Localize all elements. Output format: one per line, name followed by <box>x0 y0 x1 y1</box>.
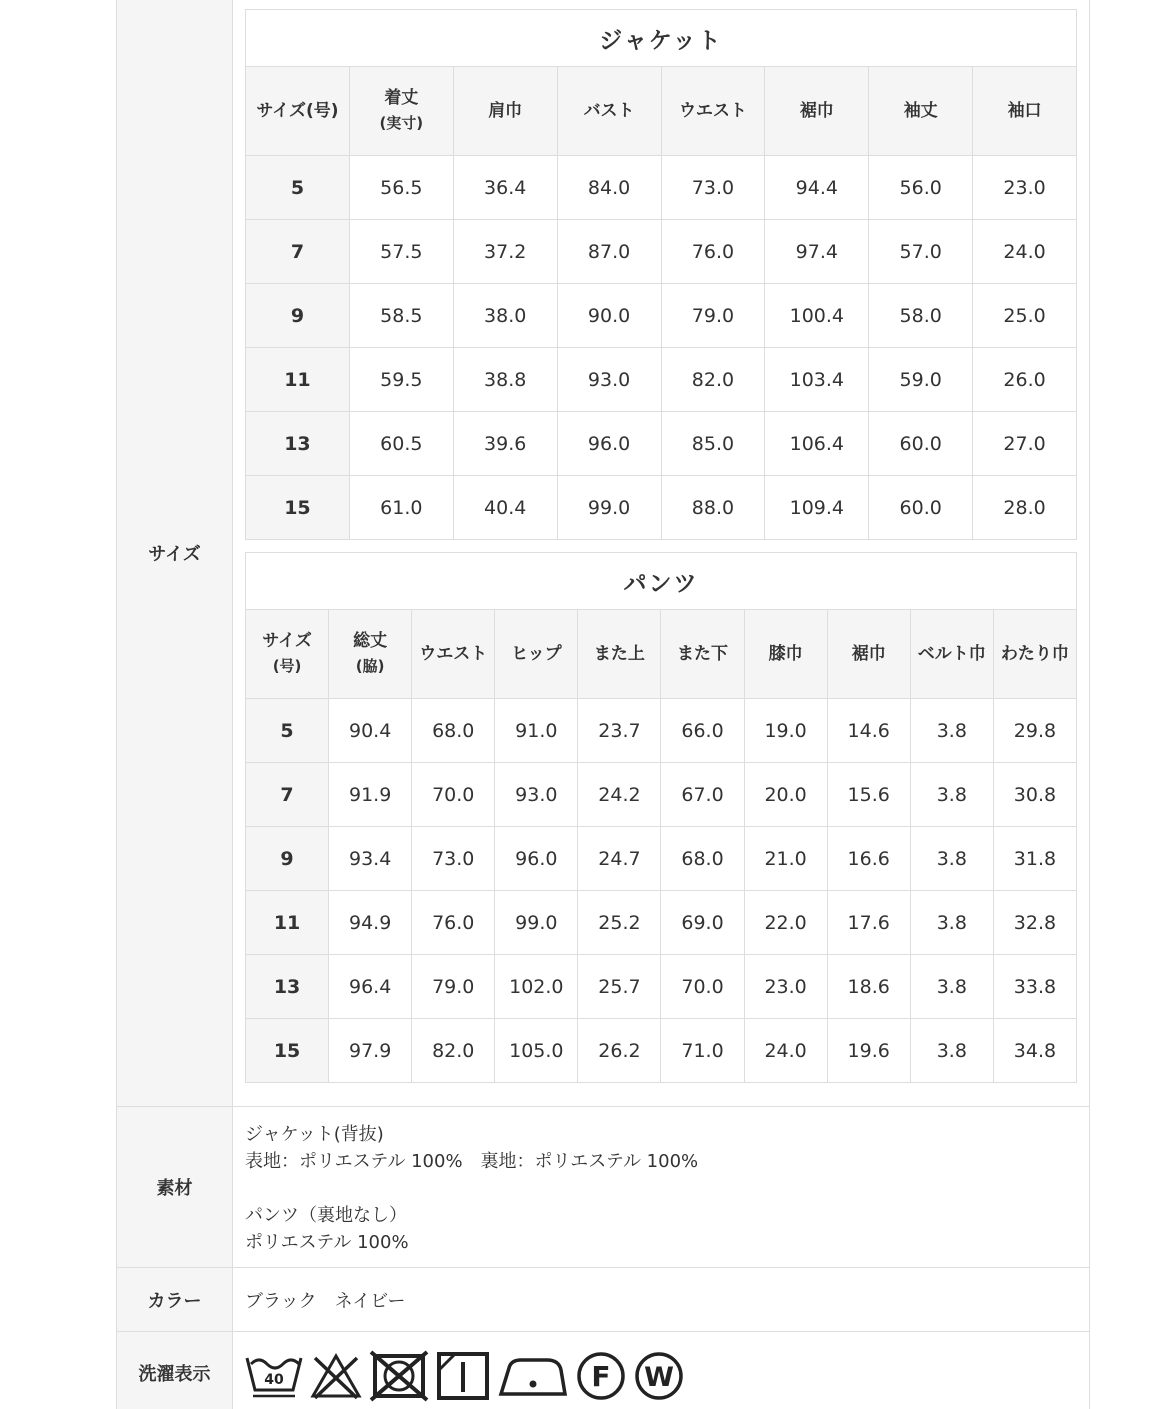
jacket-body <box>246 156 1077 540</box>
no-bleach-icon <box>309 1350 363 1402</box>
pants-value-cell: 93.4 <box>329 827 412 891</box>
pants-header-text: ウエスト <box>419 643 488 664</box>
jacket-value-cell: 59.5 <box>349 348 453 412</box>
jacket-value-cell: 93.0 <box>557 348 661 412</box>
no-tumble-dry-icon <box>369 1350 429 1402</box>
care-label: 洗濯表示 <box>117 1332 233 1409</box>
jacket-header-cell <box>557 67 661 156</box>
pants-header-text: また上 <box>593 643 645 664</box>
jacket-size-table <box>245 9 1077 540</box>
pants-header-text: サイズ <box>262 631 312 651</box>
jacket-header-cell <box>869 67 973 156</box>
size-row <box>117 0 1089 1107</box>
table-row <box>246 827 1077 891</box>
pants-value-cell: 31.8 <box>993 827 1076 891</box>
jacket-value-cell: 27.0 <box>973 412 1077 476</box>
pants-value-cell: 15.6 <box>827 763 910 827</box>
jacket-value-cell: 82.0 <box>661 348 765 412</box>
pants-header-text: わたり巾 <box>1000 643 1069 664</box>
pants-header-cell <box>993 610 1076 699</box>
color-row <box>117 1268 1089 1332</box>
pants-value-cell: 14.6 <box>827 699 910 763</box>
pants-value-cell: 34.8 <box>993 1019 1076 1083</box>
table-row <box>246 220 1077 284</box>
jacket-value-cell: 28.0 <box>973 476 1077 540</box>
jacket-value-cell: 25.0 <box>973 284 1077 348</box>
jacket-value-cell: 60.5 <box>349 412 453 476</box>
jacket-value-cell: 103.4 <box>765 348 869 412</box>
pants-value-cell: 82.0 <box>412 1019 495 1083</box>
jacket-size-cell: 13 <box>246 412 350 476</box>
size-content <box>233 0 1089 1106</box>
jacket-size-cell: 15 <box>246 476 350 540</box>
pants-value-cell: 24.2 <box>578 763 661 827</box>
jacket-header-text: 着丈 <box>384 88 419 108</box>
pants-value-cell: 22.0 <box>744 891 827 955</box>
pants-size-cell: 5 <box>246 699 329 763</box>
jacket-value-cell: 88.0 <box>661 476 765 540</box>
jacket-size-cell: 9 <box>246 284 350 348</box>
pants-value-cell: 3.8 <box>910 699 993 763</box>
line-dry-shade-icon <box>435 1350 491 1402</box>
table-row <box>246 156 1077 220</box>
pants-value-cell: 30.8 <box>993 763 1076 827</box>
jacket-value-cell: 39.6 <box>453 412 557 476</box>
pants-value-cell: 94.9 <box>329 891 412 955</box>
jacket-value-cell: 73.0 <box>661 156 765 220</box>
pants-header-cell <box>495 610 578 699</box>
pants-size-cell: 7 <box>246 763 329 827</box>
pants-value-cell: 3.8 <box>910 1019 993 1083</box>
pants-body <box>246 699 1077 1083</box>
jacket-value-cell: 84.0 <box>557 156 661 220</box>
pants-value-cell: 105.0 <box>495 1019 578 1083</box>
jacket-header-text: 肩巾 <box>488 100 523 121</box>
pants-value-cell: 93.0 <box>495 763 578 827</box>
material-jacket-title: ジャケット(背抜) <box>245 1124 384 1145</box>
pants-value-cell: 21.0 <box>744 827 827 891</box>
table-row <box>246 412 1077 476</box>
pants-caption: パンツ <box>246 553 1077 610</box>
pants-value-cell: 96.0 <box>495 827 578 891</box>
pants-value-cell: 32.8 <box>993 891 1076 955</box>
jacket-value-cell: 57.5 <box>349 220 453 284</box>
pants-header-cell <box>329 610 412 699</box>
pants-value-cell: 69.0 <box>661 891 744 955</box>
pants-size-cell: 11 <box>246 891 329 955</box>
pants-size-cell: 9 <box>246 827 329 891</box>
table-row <box>246 476 1077 540</box>
pants-header-text: 総丈 <box>353 631 388 651</box>
pants-header-text: (号) <box>272 657 302 675</box>
pants-value-cell: 24.0 <box>744 1019 827 1083</box>
material-label: 素材 <box>117 1107 233 1267</box>
pants-value-cell: 17.6 <box>827 891 910 955</box>
pants-value-cell: 26.2 <box>578 1019 661 1083</box>
pants-value-cell: 91.0 <box>495 699 578 763</box>
pants-value-cell: 67.0 <box>661 763 744 827</box>
jacket-header-text: ウエスト <box>678 100 747 121</box>
pants-value-cell: 3.8 <box>910 891 993 955</box>
jacket-header-text: 袖丈 <box>903 100 938 121</box>
jacket-value-cell: 24.0 <box>973 220 1077 284</box>
jacket-header-cell <box>349 67 453 156</box>
jacket-value-cell: 85.0 <box>661 412 765 476</box>
jacket-value-cell: 59.0 <box>869 348 973 412</box>
jacket-value-cell: 38.0 <box>453 284 557 348</box>
care-row <box>117 1332 1089 1409</box>
pants-header-row <box>246 610 1077 699</box>
jacket-header-cell <box>246 67 350 156</box>
material-pants-detail: ポリエステル 100% <box>245 1232 409 1253</box>
pants-header-cell <box>827 610 910 699</box>
jacket-value-cell: 60.0 <box>869 412 973 476</box>
wash-40-gentle-icon <box>245 1350 303 1402</box>
pants-header-text: ベルト巾 <box>917 643 986 664</box>
wet-clean-w-icon <box>633 1350 685 1402</box>
jacket-header-text: 裾巾 <box>799 100 834 121</box>
jacket-value-cell: 109.4 <box>765 476 869 540</box>
pants-size-cell: 15 <box>246 1019 329 1083</box>
jacket-value-cell: 36.4 <box>453 156 557 220</box>
pants-header-cell <box>910 610 993 699</box>
jacket-header-cell <box>973 67 1077 156</box>
jacket-value-cell: 56.0 <box>869 156 973 220</box>
wet-clean-letter: W <box>644 1362 674 1393</box>
jacket-value-cell: 58.0 <box>869 284 973 348</box>
jacket-value-cell: 94.4 <box>765 156 869 220</box>
jacket-value-cell: 79.0 <box>661 284 765 348</box>
pants-value-cell: 25.2 <box>578 891 661 955</box>
pants-value-cell: 97.9 <box>329 1019 412 1083</box>
care-icons <box>245 1332 1077 1406</box>
jacket-value-cell: 37.2 <box>453 220 557 284</box>
color-label: カラー <box>117 1268 233 1331</box>
pants-value-cell: 23.0 <box>744 955 827 1019</box>
pants-header-cell <box>744 610 827 699</box>
color-content <box>233 1268 1089 1331</box>
pants-value-cell: 33.8 <box>993 955 1076 1019</box>
jacket-value-cell: 99.0 <box>557 476 661 540</box>
pants-value-cell: 3.8 <box>910 763 993 827</box>
pants-value-cell: 24.7 <box>578 827 661 891</box>
size-label: サイズ <box>117 0 233 1106</box>
pants-value-cell: 99.0 <box>495 891 578 955</box>
table-row <box>246 1019 1077 1083</box>
jacket-header-text: (実寸) <box>379 114 424 132</box>
jacket-value-cell: 23.0 <box>973 156 1077 220</box>
pants-value-cell: 3.8 <box>910 827 993 891</box>
jacket-value-cell: 87.0 <box>557 220 661 284</box>
pants-size-cell: 13 <box>246 955 329 1019</box>
product-spec-table <box>116 0 1090 1409</box>
jacket-value-cell: 26.0 <box>973 348 1077 412</box>
pants-value-cell: 29.8 <box>993 699 1076 763</box>
pants-header-text: ヒップ <box>511 643 562 664</box>
pants-value-cell: 96.4 <box>329 955 412 1019</box>
jacket-caption: ジャケット <box>246 10 1077 67</box>
pants-header-cell <box>412 610 495 699</box>
table-row <box>246 955 1077 1019</box>
jacket-value-cell: 97.4 <box>765 220 869 284</box>
pants-value-cell: 70.0 <box>661 955 744 1019</box>
pants-value-cell: 79.0 <box>412 955 495 1019</box>
pants-value-cell: 68.0 <box>661 827 744 891</box>
table-row <box>246 763 1077 827</box>
pants-value-cell: 71.0 <box>661 1019 744 1083</box>
dry-clean-letter: F <box>591 1360 611 1393</box>
wash-temp-text: 40 <box>264 1372 284 1388</box>
color-value: ブラック ネイビー <box>245 1290 406 1312</box>
pants-value-cell: 76.0 <box>412 891 495 955</box>
material-content <box>233 1107 1089 1267</box>
pants-size-table <box>245 552 1077 1083</box>
pants-header-cell <box>246 610 329 699</box>
pants-value-cell: 90.4 <box>329 699 412 763</box>
iron-low-icon <box>497 1350 569 1402</box>
jacket-header-row <box>246 67 1077 156</box>
pants-value-cell: 18.6 <box>827 955 910 1019</box>
care-content <box>233 1332 1089 1409</box>
pants-value-cell: 102.0 <box>495 955 578 1019</box>
pants-header-cell <box>578 610 661 699</box>
jacket-size-cell: 5 <box>246 156 350 220</box>
jacket-header-cell <box>453 67 557 156</box>
pants-value-cell: 16.6 <box>827 827 910 891</box>
jacket-header-cell <box>661 67 765 156</box>
pants-value-cell: 23.7 <box>578 699 661 763</box>
jacket-value-cell: 56.5 <box>349 156 453 220</box>
pants-value-cell: 3.8 <box>910 955 993 1019</box>
jacket-value-cell: 58.5 <box>349 284 453 348</box>
pants-value-cell: 68.0 <box>412 699 495 763</box>
jacket-value-cell: 90.0 <box>557 284 661 348</box>
jacket-value-cell: 61.0 <box>349 476 453 540</box>
jacket-value-cell: 106.4 <box>765 412 869 476</box>
jacket-value-cell: 76.0 <box>661 220 765 284</box>
pants-header-text: 膝巾 <box>768 643 803 664</box>
jacket-value-cell: 40.4 <box>453 476 557 540</box>
jacket-header-cell <box>765 67 869 156</box>
material-jacket-detail: 表地：ポリエステル 100% 裏地：ポリエステル 100% <box>245 1151 699 1172</box>
jacket-value-cell: 57.0 <box>869 220 973 284</box>
pants-value-cell: 73.0 <box>412 827 495 891</box>
pants-header-text: 裾巾 <box>851 643 886 664</box>
material-pants-title: パンツ（裏地なし） <box>245 1205 407 1226</box>
jacket-header-text: 袖口 <box>1007 100 1042 121</box>
jacket-value-cell: 60.0 <box>869 476 973 540</box>
table-row <box>246 348 1077 412</box>
pants-value-cell: 25.7 <box>578 955 661 1019</box>
pants-value-cell: 19.0 <box>744 699 827 763</box>
pants-header-text: また下 <box>677 643 729 664</box>
jacket-header-text: バスト <box>583 100 635 121</box>
pants-value-cell: 70.0 <box>412 763 495 827</box>
jacket-value-cell: 96.0 <box>557 412 661 476</box>
table-row <box>246 699 1077 763</box>
dry-clean-f-icon <box>575 1350 627 1402</box>
pants-value-cell: 91.9 <box>329 763 412 827</box>
jacket-size-cell: 7 <box>246 220 350 284</box>
pants-header-cell <box>661 610 744 699</box>
table-row <box>246 891 1077 955</box>
material-row <box>117 1107 1089 1268</box>
pants-header-text: (脇) <box>355 657 385 675</box>
table-row <box>246 284 1077 348</box>
pants-value-cell: 19.6 <box>827 1019 910 1083</box>
pants-value-cell: 66.0 <box>661 699 744 763</box>
pants-value-cell: 20.0 <box>744 763 827 827</box>
jacket-size-cell: 11 <box>246 348 350 412</box>
jacket-value-cell: 38.8 <box>453 348 557 412</box>
jacket-header-text: サイズ(号) <box>256 100 339 121</box>
jacket-value-cell: 100.4 <box>765 284 869 348</box>
